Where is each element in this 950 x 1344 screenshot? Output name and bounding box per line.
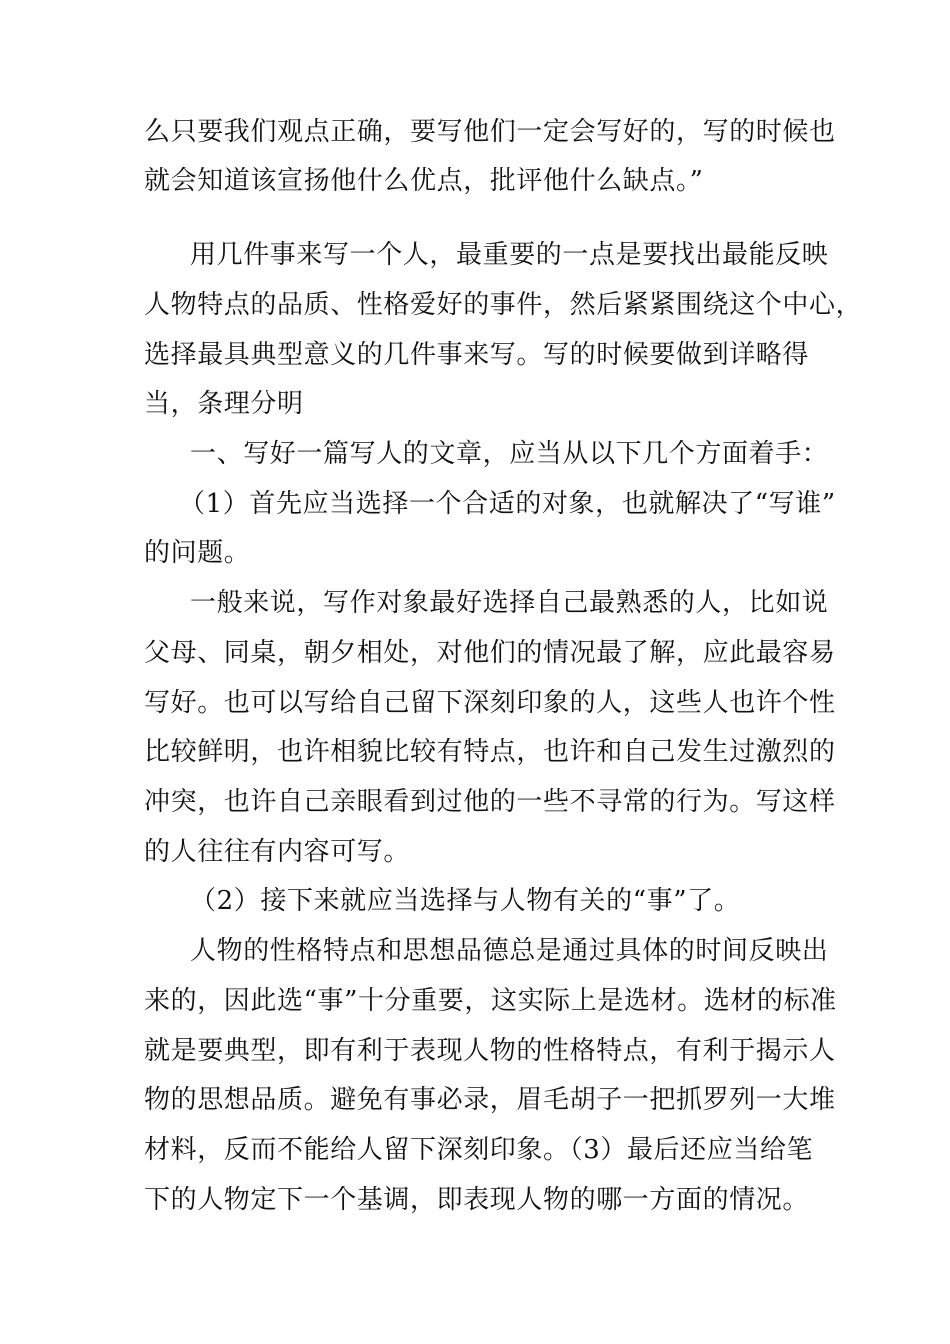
text-line: 一般来说，写作对象最好选择自己最熟悉的人，比如说 [190, 588, 829, 618]
text-line: 材料，反而不能给人留下深刻印象。（3）最后还应当给笔 [144, 1135, 814, 1165]
text-line: 物的思想品质。避免有事必录，眉毛胡子一把抓罗列一大堆 [144, 1085, 836, 1115]
text-line: 的问题。 [144, 538, 251, 568]
text-line: 一、写好一篇写人的文章，应当从以下几个方面着手： [190, 439, 829, 469]
text-line: 冲突，也许自己亲眼看到过他的一些不寻常的行为。写这样 [144, 787, 836, 817]
text-line: 选择最具典型意义的几件事来写。写的时候要做到详略得 [144, 340, 810, 370]
text-line: 用几件事来写一个人，最重要的一点是要找出最能反映 [190, 240, 829, 270]
text-line: 的人往往有内容可写。 [144, 837, 411, 867]
text-line: （2）接下来就应当选择与人物有关的“事”了。 [190, 886, 741, 916]
text-line: 人物的性格特点和思想品德总是通过具体的时间反映出 [190, 936, 829, 966]
text-line: 就会知道该宣扬他什么优点，批评他什么缺点。” [144, 166, 704, 196]
text-line: 人物特点的品质、性格爱好的事件，然后紧紧围绕这个中心， [144, 290, 863, 320]
text-line: 么只要我们观点正确，要写他们一定会写好的，写的时候也 [144, 117, 836, 147]
text-line: 来的，因此选“事”十分重要，这实际上是选材。选材的标准 [144, 986, 837, 1016]
text-line: 父母、同桌，朝夕相处，对他们的情况最了解，应此最容易 [144, 638, 836, 668]
text-line: 下的人物定下一个基调，即表现人物的哪一方面的情况。 [144, 1185, 810, 1215]
text-line: 写好。也可以写给自己留下深刻印象的人，这些人也许个性 [144, 688, 836, 718]
text-line: 就是要典型，即有利于表现人物的性格特点，有利于揭示人 [144, 1036, 836, 1066]
text-line: 当，条理分明 [144, 389, 304, 419]
text-line: （1）首先应当选择一个合适的对象，也就解决了“写谁” [179, 489, 836, 519]
text-line: 比较鲜明，也许相貌比较有特点，也许和自己发生过激烈的 [144, 737, 836, 767]
